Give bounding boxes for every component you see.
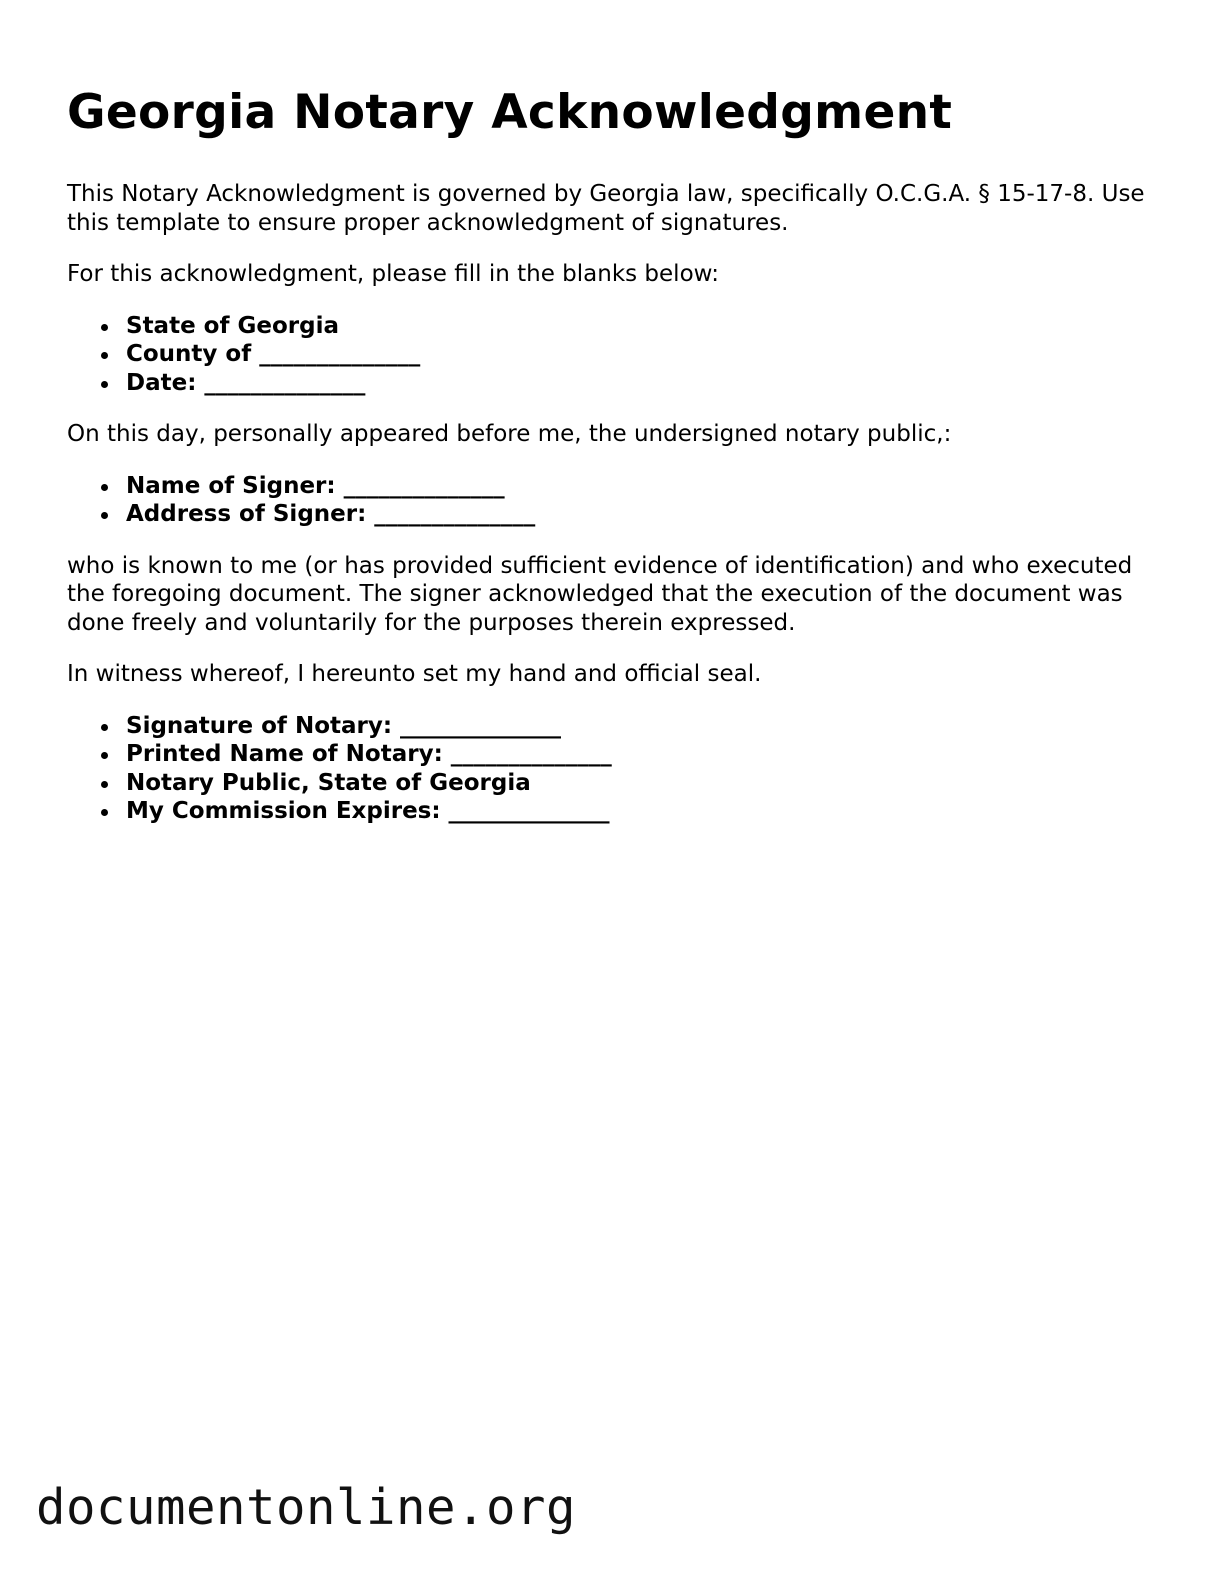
notary-list xyxy=(67,712,1177,826)
list-item-notary-printed-name: Printed Name of Notary: ______________ xyxy=(126,740,1177,769)
document-page xyxy=(67,84,1177,849)
page-title: Georgia Notary Acknowledgment xyxy=(67,85,953,140)
instructions-paragraph: For this acknowledgment, please fill in the blanks below: xyxy=(67,261,719,287)
list-item-notary-public: Notary Public, State of Georgia xyxy=(126,769,1177,798)
list-item-county: County of ______________ xyxy=(126,340,1177,369)
watermark: documentonline.org xyxy=(36,1479,577,1536)
appearance-paragraph: On this day, personally appeared before me, the undersigned notary public,: xyxy=(67,421,952,447)
signer-list xyxy=(67,472,1177,529)
list-item-state: State of Georgia xyxy=(126,312,1177,341)
list-item-signer-name: Name of Signer: ______________ xyxy=(126,472,1177,501)
witness-paragraph: In witness whereof, I hereunto set my hand and official seal. xyxy=(67,661,762,687)
list-item-notary-signature: Signature of Notary: ______________ xyxy=(126,712,1177,741)
statement-paragraph: who is known to me (or has provided sufficient evidence of identification) and who executed the foregoing document. The signer acknowledged that the execution of the document was done freely and voluntarily for the purposes therein expressed. xyxy=(67,552,1133,636)
list-item-commission-expires: My Commission Expires: ______________ xyxy=(126,797,1177,826)
intro-paragraph: This Notary Acknowledgment is governed by Georgia law, specifically O.C.G.A. § 15-17-8. Use this template to ensure proper acknowledgment of signatures. xyxy=(67,181,1145,236)
list-item-date: Date: ______________ xyxy=(126,369,1177,398)
venue-list xyxy=(67,312,1177,398)
list-item-signer-address: Address of Signer: ______________ xyxy=(126,500,1177,529)
